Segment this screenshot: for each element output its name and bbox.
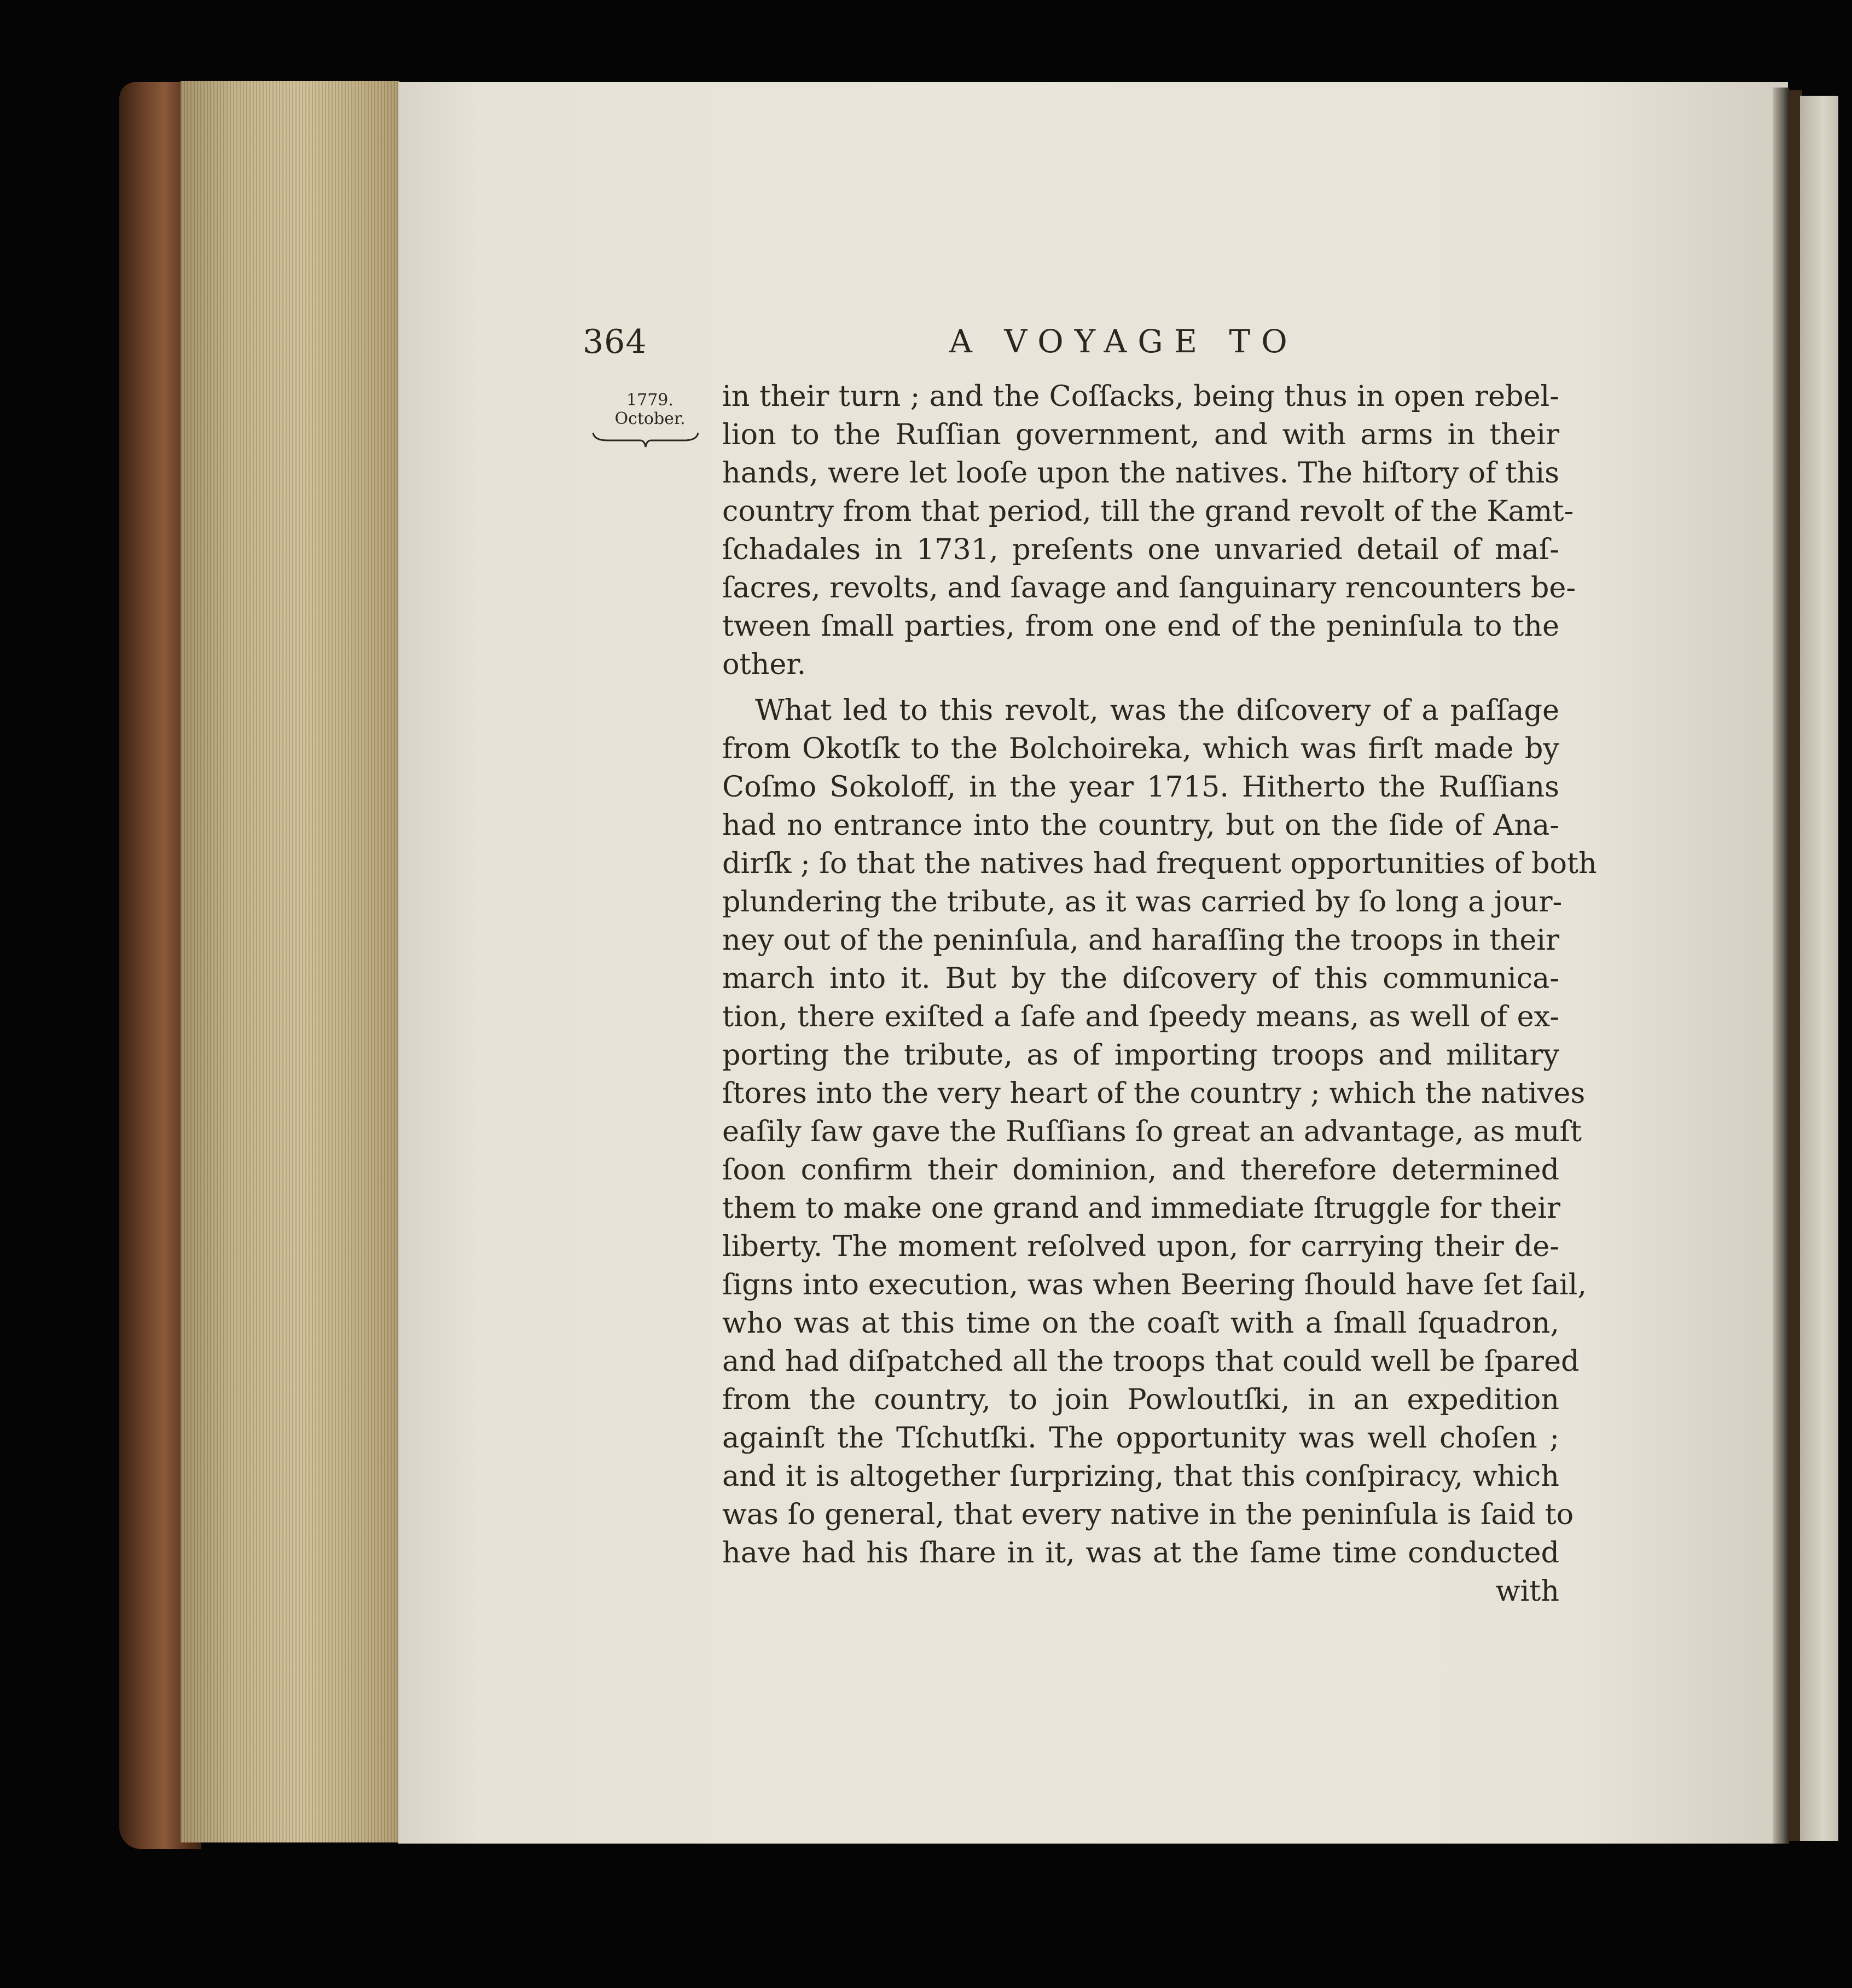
text-line: and had diſpatched all the troops that could well be ſpared	[722, 1345, 1580, 1378]
text-line: other.	[722, 648, 806, 681]
text-line: dirſk ; ſo that the natives had frequent opportunities of both	[722, 847, 1597, 880]
text-line: from Okotſk to the Bolchoireka, which was firſt made by	[722, 732, 1559, 765]
text-line: ſchadales in 1731, preſents one unvaried detail of maſ-	[722, 533, 1559, 566]
text-line: was ſo general, that every native in the peninſula is ſaid to	[722, 1498, 1574, 1531]
text-line: ſoon confirm their dominion, and therefore determined	[722, 1153, 1559, 1187]
text-line: who was at this time on the coaſt with a ſmall ſquadron,	[722, 1306, 1559, 1340]
text-line: Coſmo Sokoloff, in the year 1715. Hitherto the Ruſſians	[722, 770, 1559, 804]
text-line: ſigns into execution, was when Beering ſhould have ſet ſail,	[722, 1268, 1587, 1301]
text-line: have had his ſhare in it, was at the ſame time conducted	[722, 1536, 1559, 1570]
text-line: What led to this revolt, was the diſcovery of a paſſage	[755, 694, 1559, 727]
margin-note-year: 1779.	[626, 391, 674, 410]
text-line: tween ſmall parties, from one end of the peninſula to the	[722, 609, 1559, 643]
text-line: lion to the Ruſſian government, and with arms in their	[722, 418, 1559, 451]
text-line: in their turn ; and the Coſſacks, being thus in open rebel-	[722, 380, 1559, 413]
page-number: 364	[583, 323, 647, 361]
margin-note	[595, 391, 705, 428]
paragraph-1	[722, 377, 1576, 684]
text-line: hands, were let looſe upon the natives. The hiſtory of this	[722, 456, 1559, 490]
running-head: A VOYAGE TO	[949, 323, 1298, 360]
text-line: and it is altogether ſurprizing, that this conſpiracy, which	[722, 1460, 1559, 1493]
text-line: againſt the Tſchutſki. The opportunity was well choſen ;	[722, 1421, 1559, 1455]
text-line: ney out of the peninſula, and haraſſing the troops in their	[722, 923, 1559, 957]
body-text	[722, 377, 1597, 1611]
page-edges	[181, 81, 399, 1842]
text-line: tion, there exiſted a ſafe and ſpeedy means, as well of ex-	[722, 1000, 1559, 1033]
margin-note-month: October.	[614, 409, 686, 428]
text-line: them to make one grand and immediate ſtruggle for their	[722, 1191, 1560, 1225]
text-line: porting the tribute, as of importing troops and military	[722, 1038, 1559, 1072]
margin-brace-icon	[591, 429, 700, 449]
facing-page-edge	[1800, 96, 1838, 1841]
text-line: country from that period, till the grand revolt of the Kamt-	[722, 495, 1574, 528]
text-line: from the country, to join Powloutſki, in an expedition	[722, 1383, 1559, 1416]
text-line: ſtores into the very heart of the country ; which the natives	[722, 1077, 1586, 1110]
catchword: with	[1495, 1574, 1559, 1608]
text-line: eaſily ſaw gave the Ruſſians ſo great an advantage, as muſt	[722, 1115, 1582, 1148]
paragraph-2	[722, 691, 1597, 1572]
text-line: had no entrance into the country, but on the ſide of Ana-	[722, 809, 1559, 842]
text-line: ſacres, revolts, and ſavage and ſanguinary rencounters be-	[722, 571, 1576, 604]
book-gutter	[1773, 88, 1789, 1844]
text-line: plundering the tribute, as it was carried by ſo long a jour-	[722, 885, 1563, 919]
text-line: march into it. But by the diſcovery of this communica-	[722, 962, 1559, 995]
text-line: liberty. The moment reſolved upon, for carrying their de-	[722, 1230, 1559, 1263]
